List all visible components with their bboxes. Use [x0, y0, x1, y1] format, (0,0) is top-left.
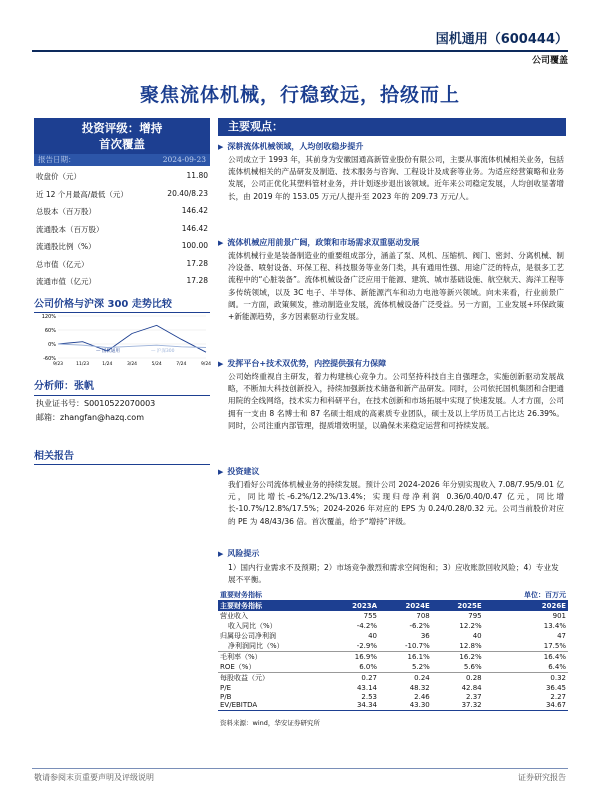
table-cell: 47 [557, 632, 566, 640]
table-row [218, 641, 568, 652]
related-reports-title: 相关报告 [34, 447, 210, 465]
chart-section-title: 公司价格与沪深 300 走势比较 [34, 295, 210, 313]
legend-entry: — 沪深300 [151, 349, 175, 354]
stat-label: 流通股比例（%） [36, 242, 96, 251]
table-cell: 34.67 [484, 701, 568, 710]
bullet-heading-1: ▶ 深耕流体机械领域，人均创收稳步提升 [218, 142, 364, 151]
stat-value: 17.28 [186, 276, 208, 285]
table-title: 重要财务指标 [218, 590, 326, 601]
series-line-1 [58, 344, 206, 348]
stat-value: 146.42 [181, 223, 208, 233]
header-divider [32, 50, 568, 52]
table-cell: -4.2% [356, 622, 378, 630]
table-cell: 营业收入 [220, 612, 248, 620]
table-cell: 归属母公司净利润 [220, 632, 276, 640]
x-tick-label: 11/23 [76, 362, 90, 367]
table-header-cell: 主要财务指标 [218, 601, 326, 612]
table-cell: 0.24 [379, 673, 432, 684]
key-points-title: 主要观点： [218, 118, 566, 136]
footer-divider [32, 768, 568, 769]
table-row [218, 673, 568, 684]
price-chart [36, 312, 212, 368]
table-cell: ROE（%） [220, 663, 256, 671]
triangle-icon: ▶ [218, 239, 224, 247]
table-cell: -2.9% [356, 642, 378, 650]
triangle-icon: ▶ [218, 360, 224, 368]
table-cell: 2.46 [414, 692, 430, 701]
table-cell: 收入同比（%） [228, 622, 277, 630]
table-cell: 43.30 [379, 701, 432, 710]
bullet-heading-5: ▶ 风险提示 [218, 549, 260, 558]
stat-value: 20.40/8.23 [167, 188, 208, 198]
stat-value: 11.80 [186, 171, 208, 180]
stat-label: 流通股本（百万股） [36, 224, 104, 234]
date-value: 2024-09-23 [162, 155, 206, 164]
table-header-cell: 2023A [326, 601, 379, 612]
table-cell: 0.28 [432, 673, 484, 684]
table-cell: 36 [420, 632, 430, 640]
table-cell: 12.2% [459, 622, 482, 630]
rating-line1: 投资评级：增持 [81, 121, 163, 135]
analyst-heading [34, 377, 210, 396]
bullet-heading-4: ▶ 投资建议 [218, 467, 260, 476]
stat-value: 100.00 [181, 241, 208, 250]
bullet-para-4: 我们看好公司流体机械业务的持续发展。预计公司 2024-2026 年分别实现收入 7.08/7.95/9.01 亿元，同比增长-6.2%/12.2%/13.4%；实现归母净利润 0.36/0.40/0.47 亿元，同比增长-10.7%/12.8%/17.5%；2024-2026 年对应的 EPS 为 0.24/0.28/0.32 元。公司当前股价对应的 PE 为 48/43/36 倍。首次覆盖，给予“增持”评级。 [228, 480, 564, 526]
table-cell: 0.32 [484, 673, 568, 684]
table-header-cell: 2024E [379, 601, 432, 612]
table-cell: 2.37 [466, 692, 482, 701]
table-row [218, 611, 568, 621]
table-cell: 6.4% [548, 663, 566, 671]
table-cell: 34.34 [326, 701, 379, 710]
stat-row [36, 259, 208, 270]
triangle-icon: ▶ [218, 468, 224, 476]
stat-label: 总股本（百万股） [36, 207, 96, 216]
table-cell: 37.32 [432, 701, 484, 710]
table-cell: 17.5% [543, 642, 566, 650]
table-cell: 901 [552, 612, 566, 620]
table-source: 资料来源：wind，华安证券研究所 [220, 719, 320, 727]
footer-label: 证券研究报告 [518, 773, 566, 782]
header-tag: 公司覆盖 [531, 56, 568, 66]
stat-row [36, 206, 208, 217]
table-row [218, 701, 568, 710]
table-cell: 43.14 [356, 683, 378, 692]
report-date-bar [34, 154, 210, 166]
table-row [218, 692, 568, 701]
x-tick-label: 9/24 [200, 362, 212, 367]
analyst-email[interactable]: 邮箱：zhangfan@hazq.com [36, 413, 144, 422]
table-header-row [218, 601, 568, 612]
stat-value: 17.28 [186, 258, 208, 268]
table-header-cell: 2025E [432, 601, 484, 612]
x-tick-label: 7/24 [176, 362, 187, 367]
x-tick-label: 9/23 [52, 362, 64, 367]
stat-row [36, 276, 208, 287]
stat-label: 近 12 个月最高/最低（元） [36, 189, 128, 199]
bullet-para-2: 流体机械行业是装备制造业的重要组成部分，涵盖了泵、风机、压缩机、阀门、密封、分离机械、制冷设备、喷射设备、环保工程、科技服务等业务门类，具有通用性强、用途广泛的特点，是很多工艺流程中的“心脏装备”。流体机械设备广泛应用于能源、建筑、城市基础设施、航空航天、海洋工程等多传统领域，以及 3C 电子、半导体、新能源汽车和动力电池等新兴领域。向未来看，行业前景广阔。一方面，政策频发，推动制造业发展，流体机械设备广泛受益。另一方面，工业发展+环保政策+新能源趋势，多方因素驱动行业发展。 [228, 251, 564, 322]
table-row [218, 662, 568, 673]
table-cell: 2.53 [361, 692, 378, 701]
date-label: 报告日期： [38, 155, 76, 164]
x-tick-label: 5/24 [151, 362, 162, 367]
table-row [218, 631, 568, 641]
table-cell: 40 [368, 632, 378, 640]
y-tick-label: 0% [48, 342, 56, 348]
table-row [218, 621, 568, 631]
stat-row [36, 224, 208, 235]
table-cell: 708 [416, 612, 430, 620]
table-cell: -10.7% [405, 642, 430, 650]
stat-row [36, 171, 208, 182]
table-cell: P/B [220, 692, 232, 701]
rating-line2: 首次覆盖 [99, 137, 145, 151]
table-cell: 795 [468, 612, 482, 620]
table-cell: 5.6% [463, 663, 482, 671]
rating-box [34, 118, 210, 154]
table-row [218, 683, 568, 692]
table-cell: 净利润同比（%） [228, 642, 284, 650]
table-cell: 16.1% [379, 652, 432, 663]
table-cell: P/E [220, 683, 232, 692]
stat-value: 146.42 [181, 206, 208, 215]
table-cell: 每股收益（元） [218, 673, 326, 684]
table-cell: EV/EBITDA [218, 701, 326, 710]
table-cell: 16.9% [326, 652, 379, 663]
table-cell: 5.2% [411, 663, 430, 671]
stat-label: 收盘价（元） [36, 172, 81, 181]
stat-row [36, 189, 208, 200]
analyst-cert: 执业证书号：S0010522070003 [36, 399, 156, 408]
x-tick-label: 1/24 [102, 362, 113, 367]
table-cell: 16.4% [484, 652, 568, 663]
y-tick-label: -60% [43, 356, 56, 362]
stat-label: 总市值（亿元） [36, 259, 89, 269]
table-cell: 2.27 [550, 692, 566, 701]
triangle-icon: ▶ [218, 550, 224, 558]
series-line-0 [58, 325, 206, 352]
bullet-heading-3: ▶ 发挥平台+技术双优势，内控提供强有力保障 [218, 359, 387, 368]
table-header-cell: 2026E [484, 601, 568, 612]
bullet-para-1: 公司成立于 1993 年，其前身为安徽国通高新管业股份有限公司，主要从事流体机械相关业务，包括流体机械相关的产品研发及制造、技术服务与咨询、工程设计及成套等业务。为适应经营策略和业务发展，公司正优化其塑料管材业务，并计划逐步退出该领域。近年来公司稳定发展，人均创收显著增长，由 2019 年的 153.05 万元/人提升至 2023 年的 209.73 万元/人。 [228, 155, 564, 201]
bullet-para-3: 公司始终重视自主研发，着力构建核心竞争力。公司坚持科技自主自强理念，实施创新驱动发展战略，不断加大科技创新投入，持续加强新技术储备和新产品研发。同时，公司依托国机集团和合肥通用院的全线网络，技术实力和科研平台，在技术创新和市场拓展中实现了快速发展。人才方面，公司拥有一支由 8 名博士和 87 名硕士组成的高素质专业团队，硕士及以上学历员工占比达 26.39%。同时，公司注重内部管理，提质增效明显，以确保未来稳定运营和可持续发展。 [228, 372, 564, 430]
table-cell: 40 [472, 632, 482, 640]
table-cell: 毛利率（%） [218, 652, 326, 663]
analyst-name: 张帆 [74, 381, 94, 392]
table-cell: 0.27 [326, 673, 379, 684]
table-cell: 755 [363, 612, 378, 620]
table-cell: 16.2% [432, 652, 484, 663]
financial-table [218, 590, 568, 711]
table-row [218, 652, 568, 663]
table-cell: 48.32 [409, 683, 430, 692]
stat-label: 流通市值（亿元） [36, 277, 96, 286]
y-tick-label: 60% [44, 328, 56, 334]
header-company: 国机通用（600444） [435, 32, 568, 47]
bullet-para-5: 1）国内行业需求不及预期；2）市场竞争激烈和需求空间饱和；3）应收账款回收风险；4）专业发展不平衡。 [228, 563, 559, 585]
table-cell: 42.84 [461, 683, 482, 692]
analyst-label: 分析师： [34, 381, 74, 392]
table-cell: 13.4% [543, 622, 566, 630]
table-cell: 12.8% [459, 642, 482, 650]
triangle-icon: ▶ [218, 143, 224, 151]
table-cell: -6.2% [409, 622, 430, 630]
x-tick-label: 3/24 [126, 362, 138, 367]
legend-entry: — 国机通用 [96, 349, 120, 354]
report-title: 聚焦流体机械，行稳致远，拾级而上 [139, 84, 460, 106]
table-cell: 6.0% [359, 663, 378, 671]
footer-disclaimer: 敬请参阅末页重要声明及评级说明 [34, 773, 154, 782]
stat-row [36, 241, 208, 252]
bullet-heading-2: ▶ 流体机械应用前景广阔，政策和市场需求双重驱动发展 [218, 238, 420, 247]
table-unit: 单位：百万元 [484, 590, 568, 601]
table-cell: 36.45 [545, 683, 566, 692]
y-tick-label: 120% [41, 314, 56, 320]
